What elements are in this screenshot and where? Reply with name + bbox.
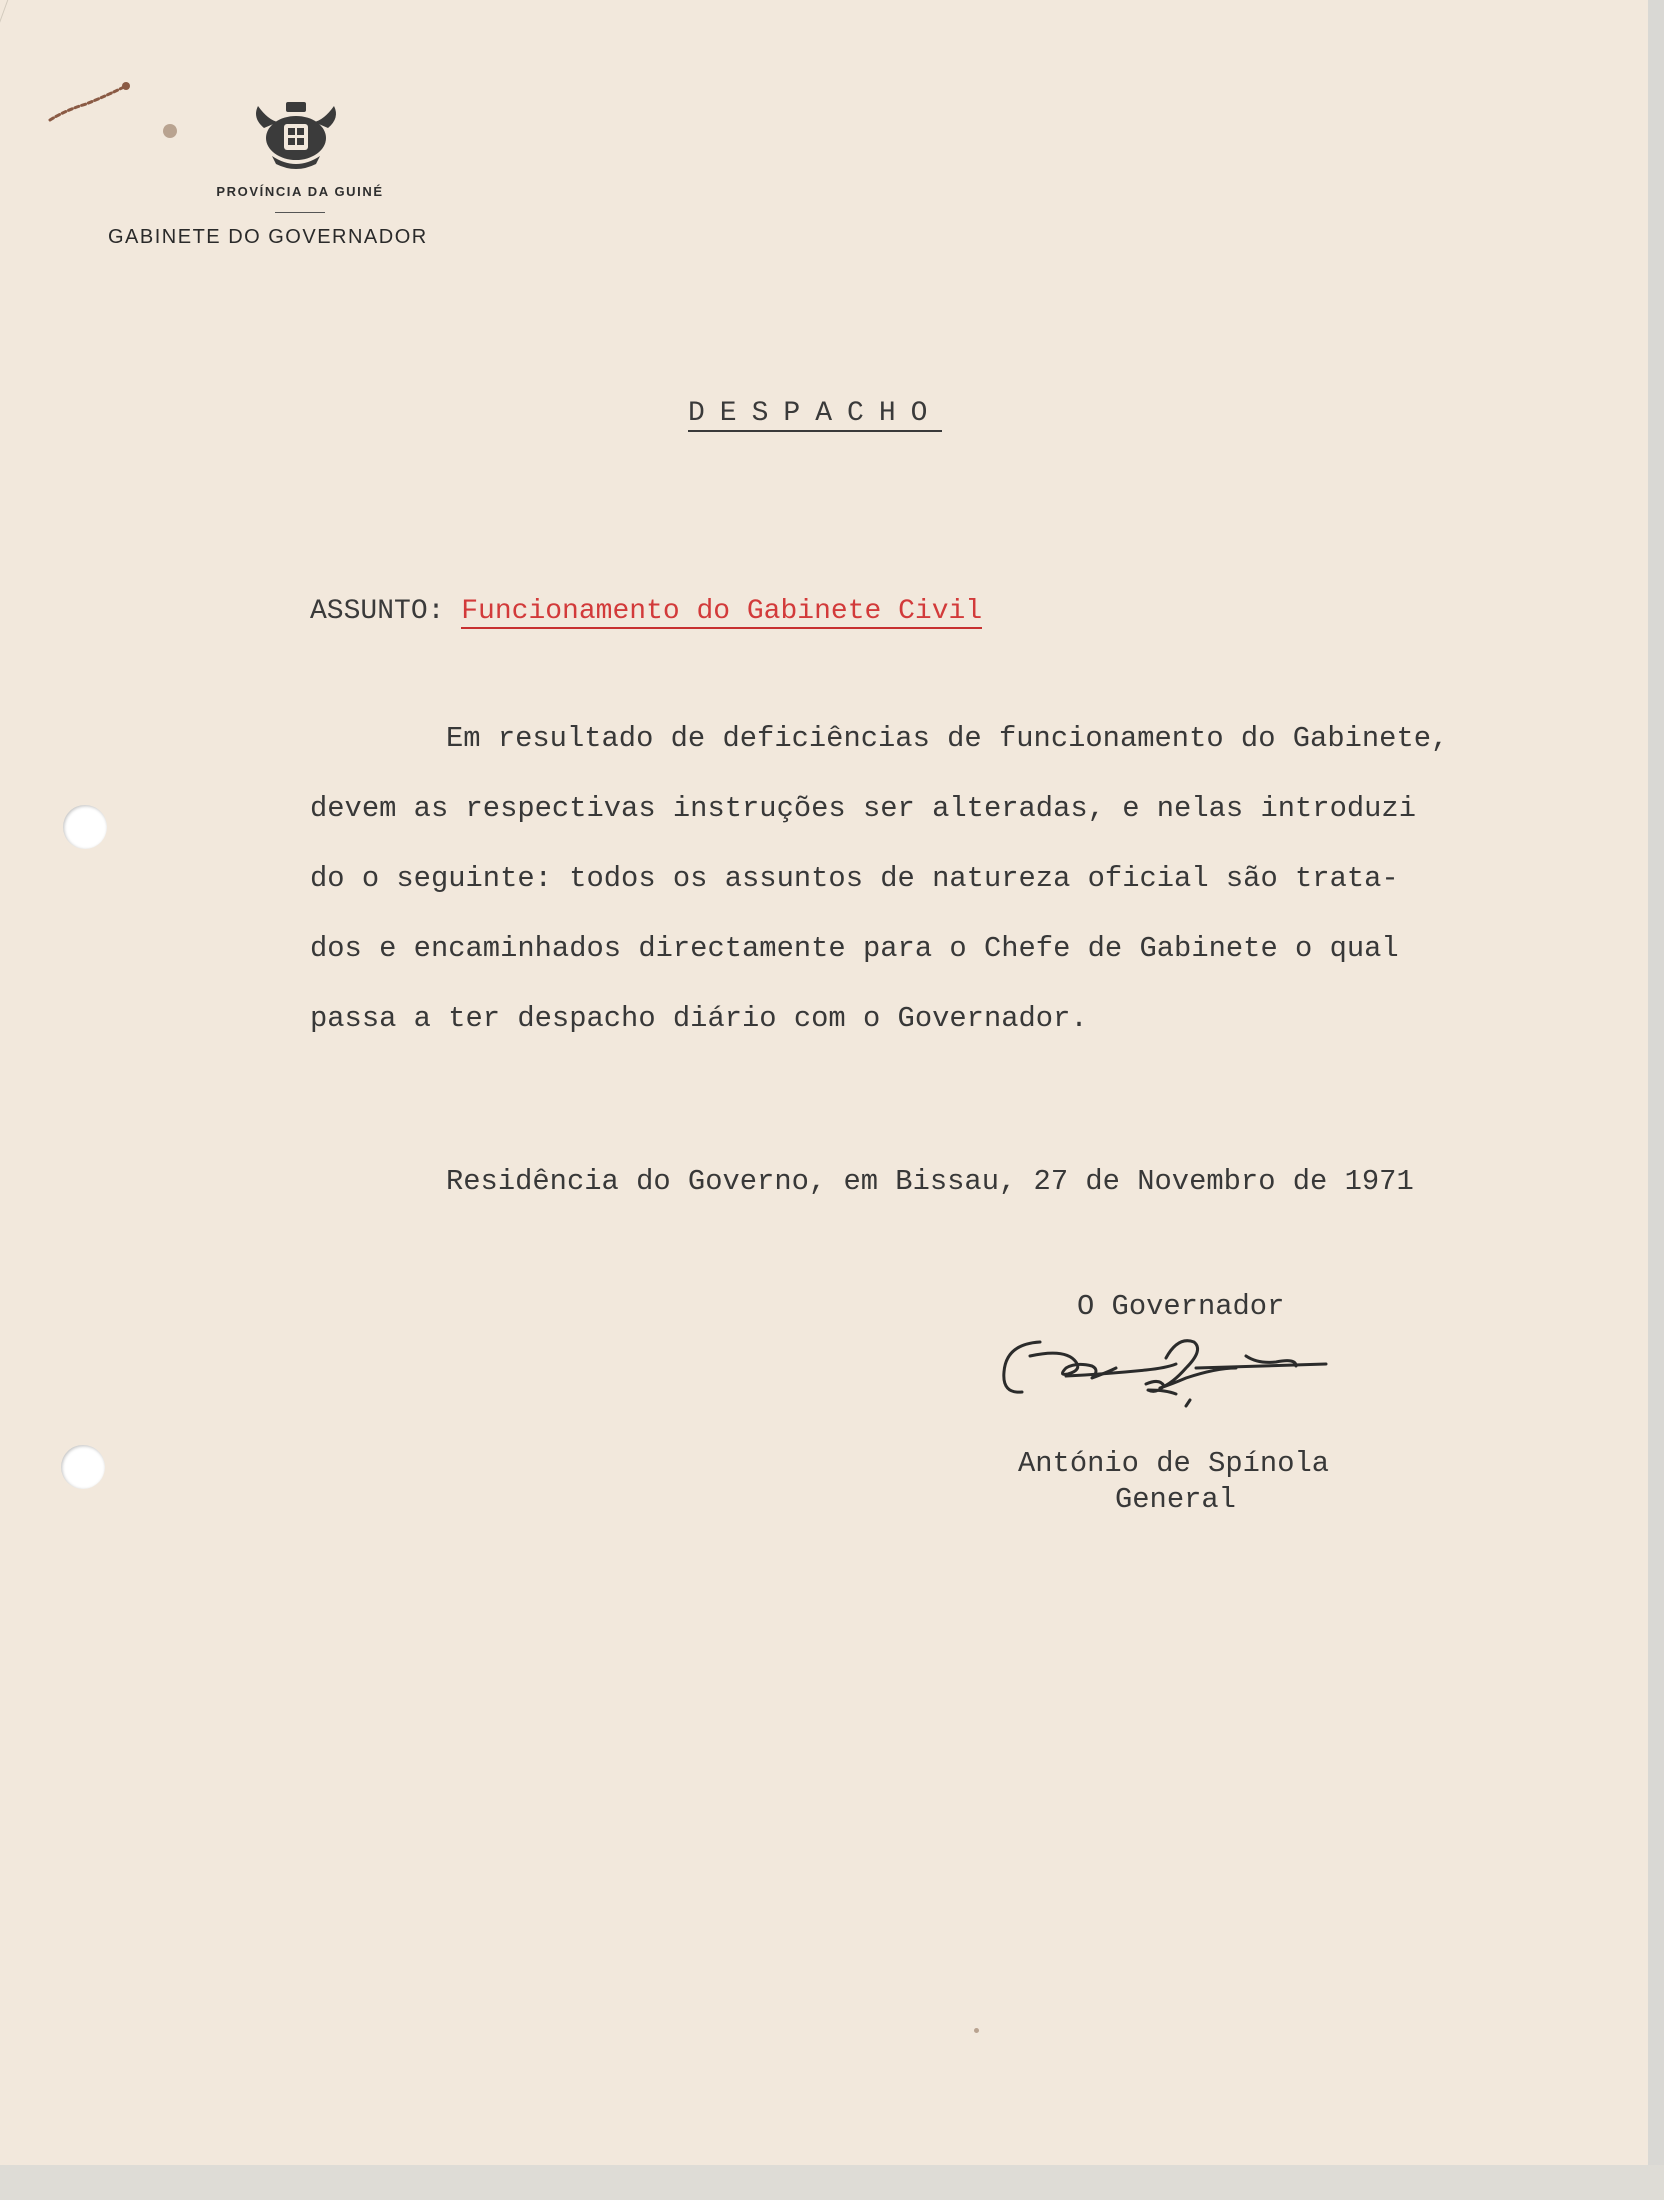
signatory-role: O Governador [1077, 1290, 1285, 1323]
place-date: Residência do Governo, em Bissau, 27 de Novembro de 1971 [446, 1165, 1414, 1198]
signatory-name: António de Spínola [1018, 1447, 1330, 1480]
ink-spot [163, 124, 177, 138]
handwritten-signature [996, 1328, 1346, 1438]
office-name: GABINETE DO GOVERNADOR [108, 226, 428, 248]
body-line-1: Em resultado de deficiências de funcionamento do Gabinete, [446, 722, 1449, 755]
body-line-3: do o seguinte: todos os assuntos de natureza oficial são trata- [310, 862, 1399, 895]
body-line-2: devem as respectivas instruções ser alteradas, e nelas introduzi [310, 792, 1416, 825]
document-title: DESPACHO [688, 398, 942, 432]
province-name: PROVÍNCIA DA GUINÉ [216, 184, 384, 199]
signatory-rank: General [1115, 1483, 1236, 1516]
subject-line [310, 596, 982, 627]
coat-of-arms-icon [248, 98, 344, 170]
corner-crease [0, 0, 48, 40]
pen-scratch-mark [46, 80, 132, 126]
body-line-4: dos e encaminhados directamente para o Chefe de Gabinete o qual [310, 932, 1399, 965]
scan-edge-bottom [0, 2165, 1664, 2200]
letterhead-divider [275, 212, 325, 213]
punch-hole-top [63, 805, 107, 849]
paper-speck [974, 2028, 979, 2033]
punch-hole-bottom [61, 1445, 105, 1489]
body-line-5: passa a ter despacho diário com o Governador. [310, 1002, 1088, 1035]
subject-value: Funcionamento do Gabinete Civil [461, 596, 983, 627]
scan-edge-right [1648, 0, 1664, 2200]
subject-label: ASSUNTO: [310, 596, 445, 627]
